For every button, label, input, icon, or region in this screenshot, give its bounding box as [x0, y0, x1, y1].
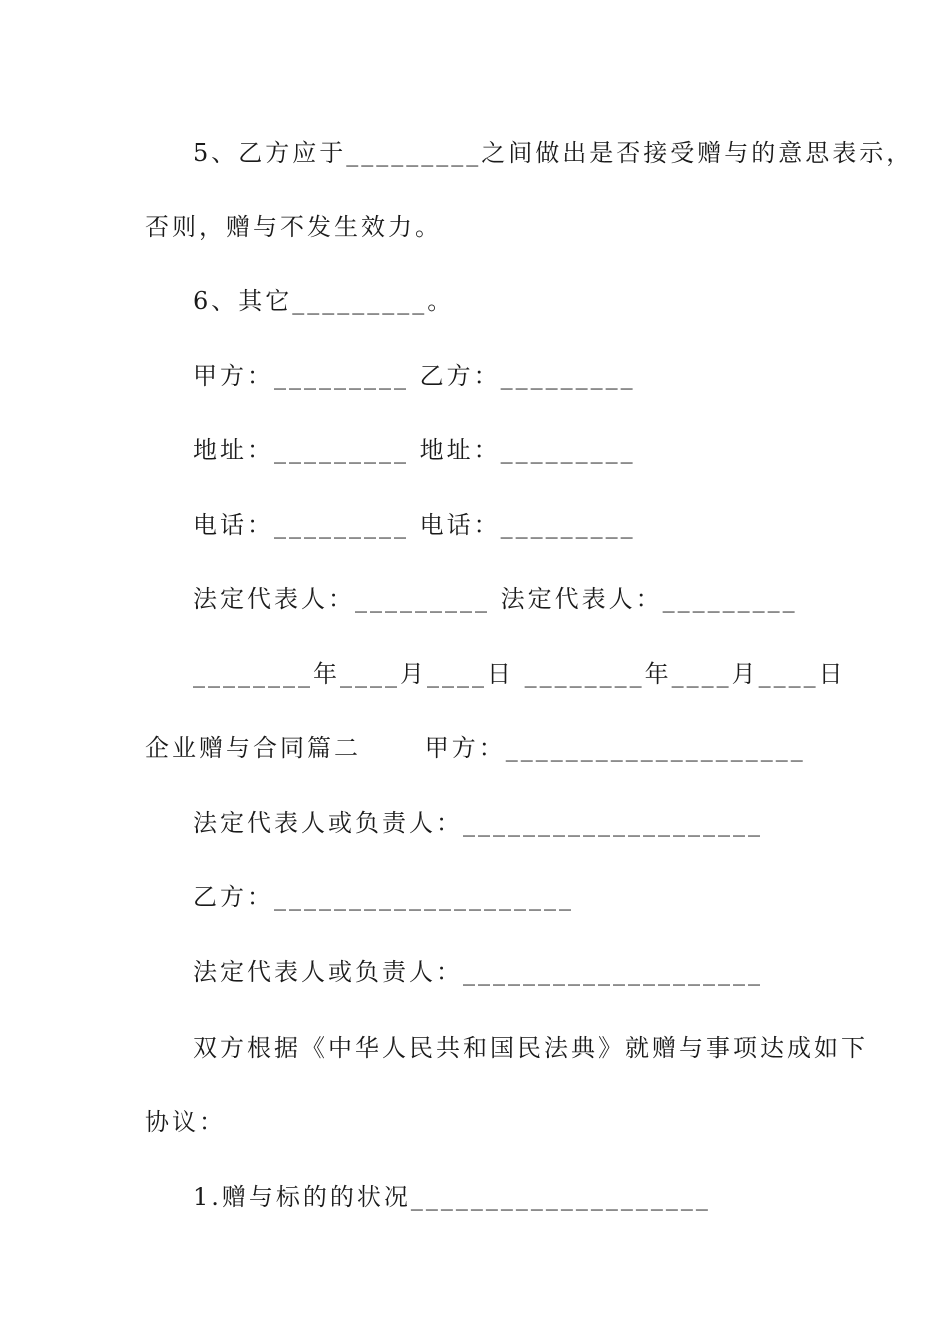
party-phones: 电话：_________ 电话：_________ — [193, 511, 636, 539]
party-a-representative: 法定代表人或负责人：____________________ — [193, 809, 763, 837]
gift-subject-status: 1.赠与标的的状况____________________ — [193, 1183, 711, 1211]
agreement-intro-line-2: 协议： — [145, 1108, 226, 1136]
legal-representatives: 法定代表人：_________ 法定代表人：_________ — [193, 585, 798, 613]
signing-dates: ________年____月____日 ________年____月____日 — [193, 660, 846, 688]
clause-5-line-1: 5、乙方应于_________之间做出是否接受赠与的意思表示， — [193, 139, 914, 167]
clause-6: 6、其它_________。 — [193, 287, 455, 315]
party-b-representative: 法定代表人或负责人：____________________ — [193, 958, 763, 986]
party-addresses: 地址：_________ 地址：_________ — [193, 436, 636, 464]
party-names: 甲方：_________ 乙方：_________ — [193, 362, 636, 390]
contract-2-title: 企业赠与合同篇二 甲方：____________________ — [145, 734, 806, 762]
clause-5-line-2: 否则，赠与不发生效力。 — [145, 213, 442, 241]
party-b: 乙方：____________________ — [193, 883, 574, 911]
agreement-intro-line-1: 双方根据《中华人民共和国民法典》就赠与事项达成如下 — [193, 1034, 868, 1062]
